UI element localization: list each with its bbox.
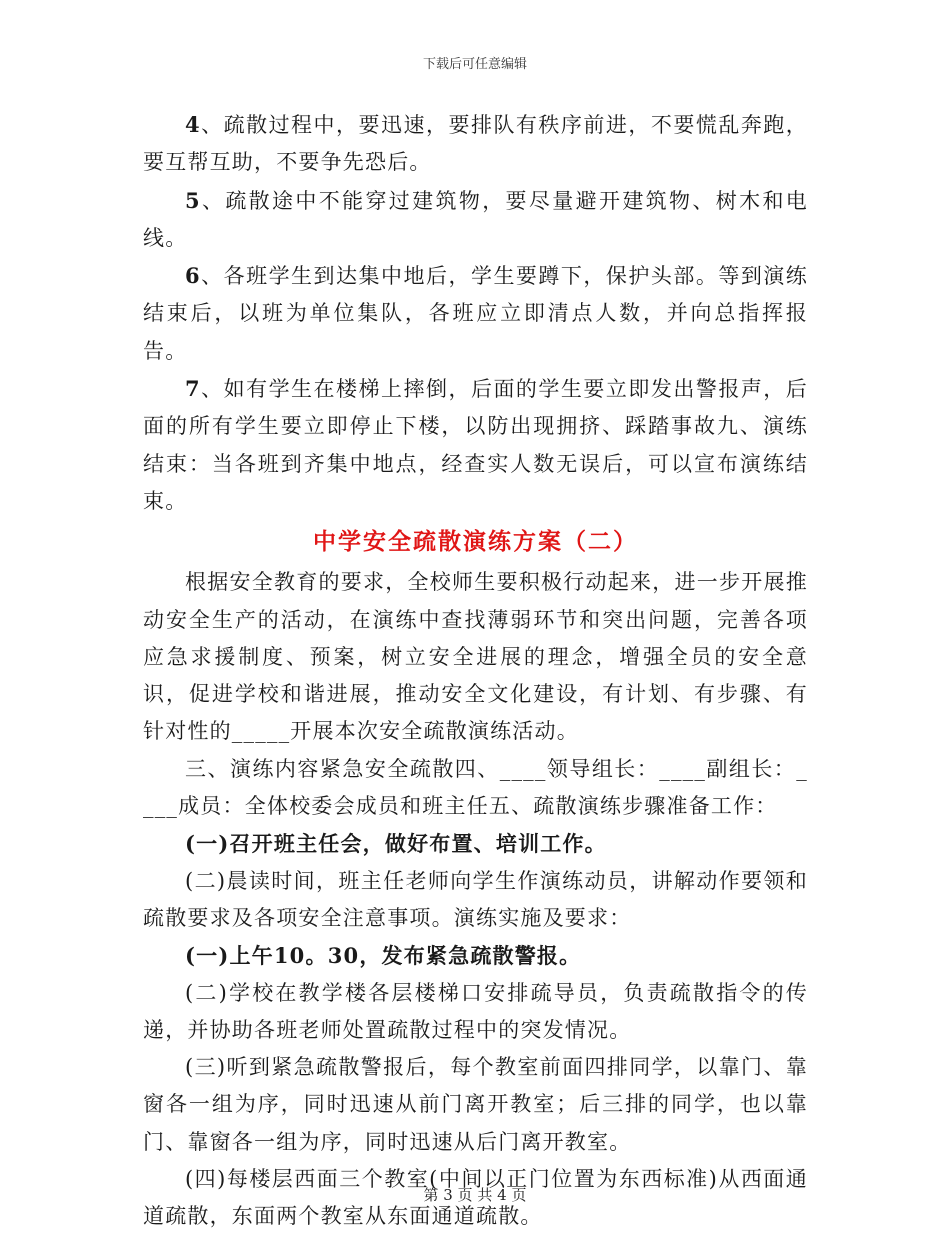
page-header: 下载后可任意编辑 <box>422 57 527 72</box>
list-item <box>143 106 808 182</box>
item-text: 、如有学生在楼梯上摔倒，后面的学生要立即发出警报声，后面的所有学生要立即停止下楼，以防出现拥挤、踩踏事故九、演练结束：当各班到齐集中地点，经查实人数无误后，可以宣布演练结束。 <box>143 377 808 513</box>
item-number: 6 <box>185 263 201 289</box>
list-item <box>143 370 808 520</box>
item-text: 、各班学生到达集中地后，学生要蹲下，保护头部。等到演练结束后，以班为单位集队，各班应立即清点人数，并向总指挥报告。 <box>143 264 808 363</box>
item-text: 、疏散途中不能穿过建筑物，要尽量避开建筑物、树木和电线。 <box>143 188 808 250</box>
item-text: 、疏散过程中，要迅速，要排队有秩序前进，不要慌乱奔跑，要互帮互助，不要争先恐后。 <box>143 113 808 175</box>
paragraph-guides: (二)学校在教学楼各层楼梯口安排疏导员，负责疏散指令的传递，并协助各班老师处置疏散过程中的突发情况。 <box>143 980 808 1042</box>
section-title: 中学安全疏散演练方案（二） <box>313 528 638 556</box>
list-item <box>143 182 808 258</box>
item-number: 4 <box>185 112 201 137</box>
document-body <box>143 106 808 1236</box>
list-item <box>143 257 808 370</box>
paragraph-intro: 根据安全教育的要求，全校师生要积极行动起来，进一步开展推动安全生产的活动，在演练中查找薄弱环节和突出问题，完善各项应急求援制度、预案，树立安全进展的理念，增强全员的安全意识，促进学校和谐进展，推动安全文化建设，有计划、有步骤、有针对性的_____开展本次安全疏散演练活动。 <box>143 570 808 744</box>
item-number: 5 <box>185 187 201 213</box>
paragraph-step-2: (二)晨读时间，班主任老师向学生作演练动员，讲解动作要领和疏散要求及各项安全注意事项。演练实施及要求： <box>143 868 808 930</box>
paragraph-alarm: (一)上午10。30，发布紧急疏散警报。 <box>185 943 582 969</box>
paragraph-exit-order: (三)听到紧急疏散警报后，每个教室前面四排同学，以靠门、靠窗各一组为序，同时迅速从前门离开教室；后三排的同学，也以靠门、靠窗各一组为序，同时迅速从后门离开教室。 <box>143 1055 808 1154</box>
page-footer: 第 3 页 共 4 页 <box>423 1186 527 1204</box>
paragraph-step-1: (一)召开班主任会，做好布置、培训工作。 <box>185 831 607 857</box>
item-number: 7 <box>185 376 201 402</box>
paragraph-routes: (四)每楼层西面三个教室(中间以正门位置为东西标准)从西面通道疏散，东面两个教室从东面通道疏散。 <box>143 1167 808 1229</box>
paragraph-organization: 三、演练内容紧急安全疏散四、____领导组长：____副组长：____成员：全体校委会成员和班主任五、疏散演练步骤准备工作： <box>143 756 808 819</box>
